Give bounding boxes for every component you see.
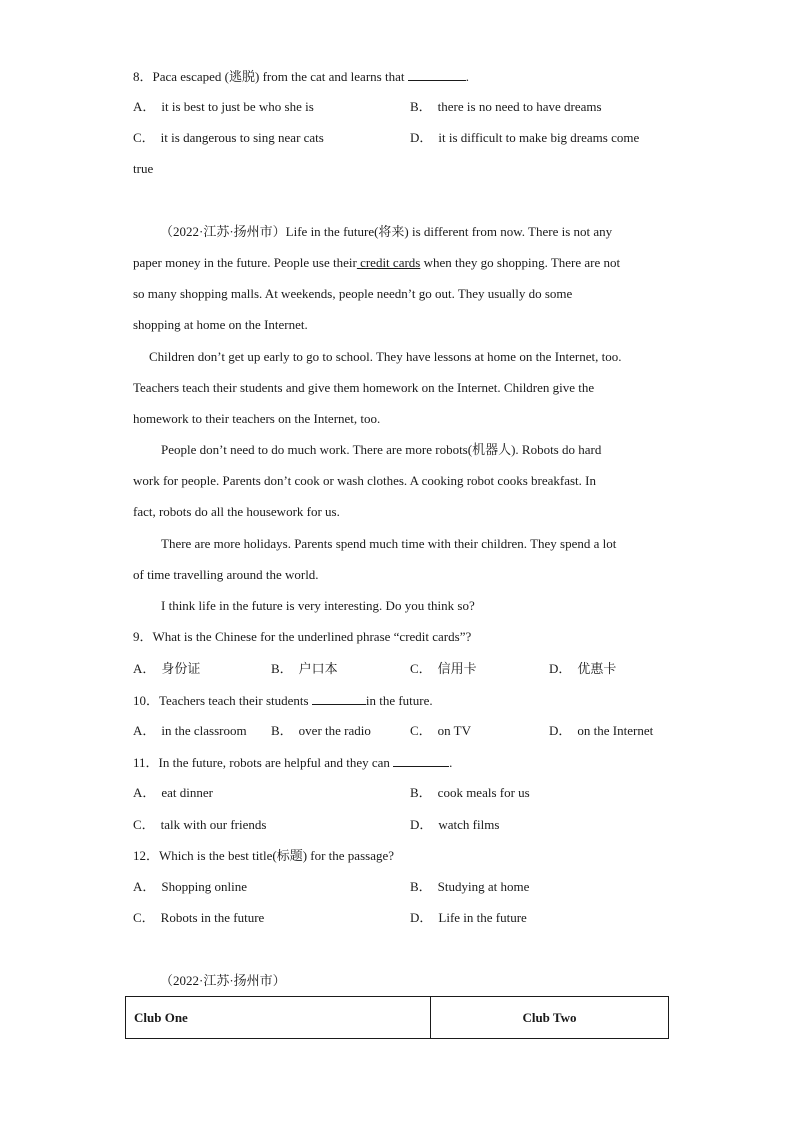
passage-line: so many shopping malls. At weekends, people needn’t go out. They usually do some <box>133 286 573 301</box>
q10-option-d: D． on the Internet <box>549 723 654 738</box>
answer-blank <box>312 692 366 705</box>
q8-option-a: A． it is best to just be who she is <box>133 99 314 114</box>
question-11-stem: 11．In the future, robots are helpful and they can . <box>133 755 453 770</box>
q9-option-a: A． 身份证 <box>133 661 201 676</box>
passage-line: People don’t need to do much work. There are more robots(机器人). Robots do hard <box>161 442 602 457</box>
question-10-stem: 10．Teachers teach their students in the future. <box>133 693 433 708</box>
passage-line: Teachers teach their students and give them homework on the Internet. Children give the <box>133 380 595 395</box>
clubs-table <box>125 996 669 1039</box>
section-source: （2022·江苏·扬州市） <box>160 973 286 988</box>
passage-line: homework to their teachers on the Internet, too. <box>133 411 381 426</box>
q12-option-d: D． Life in the future <box>410 910 527 925</box>
q9-option-d: D． 优惠卡 <box>549 661 617 676</box>
passage-line: work for people. Parents don’t cook or wash clothes. A cooking robot cooks breakfast. In <box>133 473 596 488</box>
q10-option-b: B． over the radio <box>271 723 371 738</box>
underlined-phrase: credit cards <box>356 255 421 270</box>
passage-line: shopping at home on the Internet. <box>133 317 308 332</box>
passage-source: （2022·江苏·扬州市） <box>160 224 286 239</box>
passage-line: There are more holidays. Parents spend much time with their children. They spend a lot <box>161 536 617 551</box>
q8-option-b: B． there is no need to have dreams <box>410 99 602 114</box>
passage-line: of time travelling around the world. <box>133 567 319 582</box>
q12-option-b: B． Studying at home <box>410 879 530 894</box>
q9-option-b: B． 户口本 <box>271 661 338 676</box>
passage-line: I think life in the future is very interesting. Do you think so? <box>161 598 475 613</box>
question-9-stem: 9．What is the Chinese for the underlined phrase “credit cards”? <box>133 629 472 644</box>
q8-option-d-continued: true <box>133 161 154 176</box>
answer-blank <box>393 754 449 767</box>
question-8-stem: 8．Paca escaped (逃脱) from the cat and learns that . <box>133 69 469 84</box>
q11-option-b: B． cook meals for us <box>410 785 530 800</box>
q11-option-d: D． watch films <box>410 817 500 832</box>
table-header-club-one: Club One <box>126 997 431 1039</box>
question-12-stem: 12．Which is the best title(标题) for the passage? <box>133 848 395 863</box>
answer-blank <box>408 68 466 81</box>
q12-option-c: C． Robots in the future <box>133 910 265 925</box>
q10-option-a: A． in the classroom <box>133 723 247 738</box>
table-row <box>126 997 669 1039</box>
q11-option-a: A． eat dinner <box>133 785 214 800</box>
passage-line: Children don’t get up early to go to school. They have lessons at home on the Internet, too. <box>149 349 622 364</box>
table-header-club-two: Club Two <box>431 997 669 1039</box>
q9-option-c: C． 信用卡 <box>410 661 477 676</box>
q12-option-a: A． Shopping online <box>133 879 247 894</box>
q8-option-c: C． it is dangerous to sing near cats <box>133 130 324 145</box>
q10-option-c: C． on TV <box>410 723 472 738</box>
passage-line: fact, robots do all the housework for us. <box>133 504 340 519</box>
q8-option-d: D． it is difficult to make big dreams come <box>410 130 640 145</box>
q11-option-c: C． talk with our friends <box>133 817 267 832</box>
passage-line: （2022·江苏·扬州市）Life in the future(将来) is different from now. There is not any <box>160 224 613 239</box>
passage-line: paper money in the future. People use their credit cards when they go shopping. There are not <box>133 255 621 270</box>
